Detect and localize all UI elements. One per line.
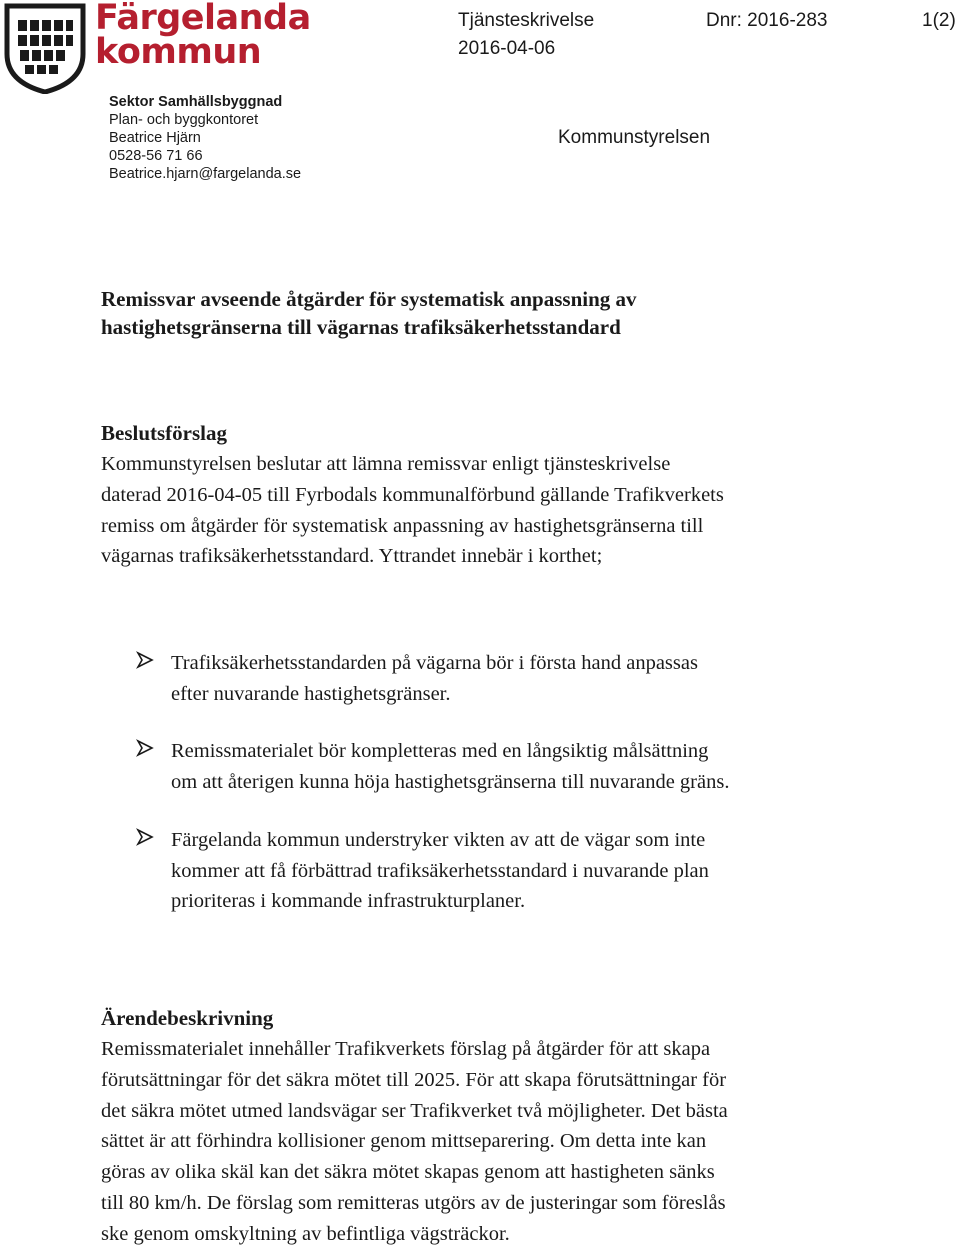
sender-block bbox=[109, 93, 301, 183]
wordmark-line-2: kommun bbox=[95, 32, 262, 72]
beslut-line: Kommunstyrelsen beslutar att lämna remissvar enligt tjänsteskrivelse bbox=[101, 453, 671, 475]
list-item-line: Remissmaterialet bör kompletteras med en långsiktig målsättning bbox=[171, 740, 709, 762]
page-number: 1(2) bbox=[922, 10, 956, 31]
arrow-bullet-icon bbox=[136, 739, 154, 757]
wordmark-line-1: Färgelanda bbox=[95, 0, 311, 38]
list-item-text bbox=[171, 736, 831, 797]
sender-sector: Sektor Samhällsbyggnad bbox=[109, 94, 283, 110]
arende-line: till 80 km/h. De förslag som remitteras utgörs av de justeringar som föreslås bbox=[101, 1191, 726, 1214]
arende-line: göras av olika skäl kan det säkra mötet skapas genom att hastigheten sänks bbox=[101, 1161, 715, 1184]
sender-name: Beatrice Hjärn bbox=[109, 130, 201, 146]
title-line-1: Remissvar avseende åtgärder för systematisk anpassning av bbox=[101, 287, 637, 311]
section-heading-beslut: Beslutsförslag bbox=[101, 421, 227, 445]
arende-paragraph bbox=[101, 1034, 841, 1250]
section-heading-arende: Ärendebeskrivning bbox=[101, 1006, 274, 1030]
arende-line: sättet är att förhindra kollisioner genom mittseparering. Om detta inte kan bbox=[101, 1130, 707, 1153]
document-title bbox=[101, 285, 861, 341]
recipient: Kommunstyrelsen bbox=[558, 127, 711, 148]
list-item-text bbox=[171, 825, 831, 917]
sender-phone: 0528-56 71 66 bbox=[109, 148, 203, 164]
arende-line: Remissmaterialet innehåller Trafikverkets förslag på åtgärder för att skapa bbox=[101, 1038, 711, 1060]
beslut-line: vägarnas trafiksäkerhetsstandard. Yttrandet innebär i korthet; bbox=[101, 545, 603, 568]
municipality-wordmark bbox=[95, 2, 311, 70]
sender-email: Beatrice.hjarn@fargelanda.se bbox=[109, 166, 302, 182]
list-item-line: om att återigen kunna höja hastighetsgränserna till nuvarande gräns. bbox=[171, 770, 730, 793]
beslut-paragraph bbox=[101, 449, 841, 572]
sender-office: Plan- och byggkontoret bbox=[109, 112, 259, 128]
list-item-line: prioriteras i kommande infrastrukturplaner. bbox=[171, 890, 526, 912]
document-number: Dnr: 2016-283 bbox=[706, 10, 828, 31]
list-item-line: kommer att få förbättrad trafiksäkerhetsstandard i nuvarande plan bbox=[171, 859, 709, 882]
document-date: 2016-04-06 bbox=[458, 38, 556, 59]
title-line-2: hastighetsgränserna till vägarnas trafiksäkerhetsstandard bbox=[101, 315, 621, 339]
list-item-line: efter nuvarande hastighetsgränser. bbox=[171, 682, 451, 705]
arrow-bullet-icon bbox=[136, 651, 154, 669]
beslut-line: daterad 2016-04-05 till Fyrbodals kommunalförbund gällande Trafikverkets bbox=[101, 483, 724, 506]
arende-line: förutsättningar för det säkra mötet till 2025. För att skapa förutsättningar för bbox=[101, 1068, 727, 1091]
list-item-text bbox=[171, 648, 831, 709]
arende-line: det säkra mötet utmed landsvägar ser Trafikverket två möjligheter. Det bästa bbox=[101, 1099, 728, 1122]
list-item-line: Färgelanda kommun understryker vikten av att de vägar som inte bbox=[171, 829, 706, 851]
arrow-bullet-icon bbox=[136, 828, 154, 846]
beslut-line: remiss om åtgärder för systematisk anpassning av hastighetsgränserna till bbox=[101, 514, 704, 537]
arende-line: ske genom omskyltning av befintliga vägsträckor. bbox=[101, 1222, 510, 1245]
document-type: Tjänsteskrivelse bbox=[458, 10, 595, 31]
municipality-crest-logo bbox=[3, 2, 87, 94]
list-item-line: Trafiksäkerhetsstandarden på vägarna bör i första hand anpassas bbox=[171, 652, 698, 674]
